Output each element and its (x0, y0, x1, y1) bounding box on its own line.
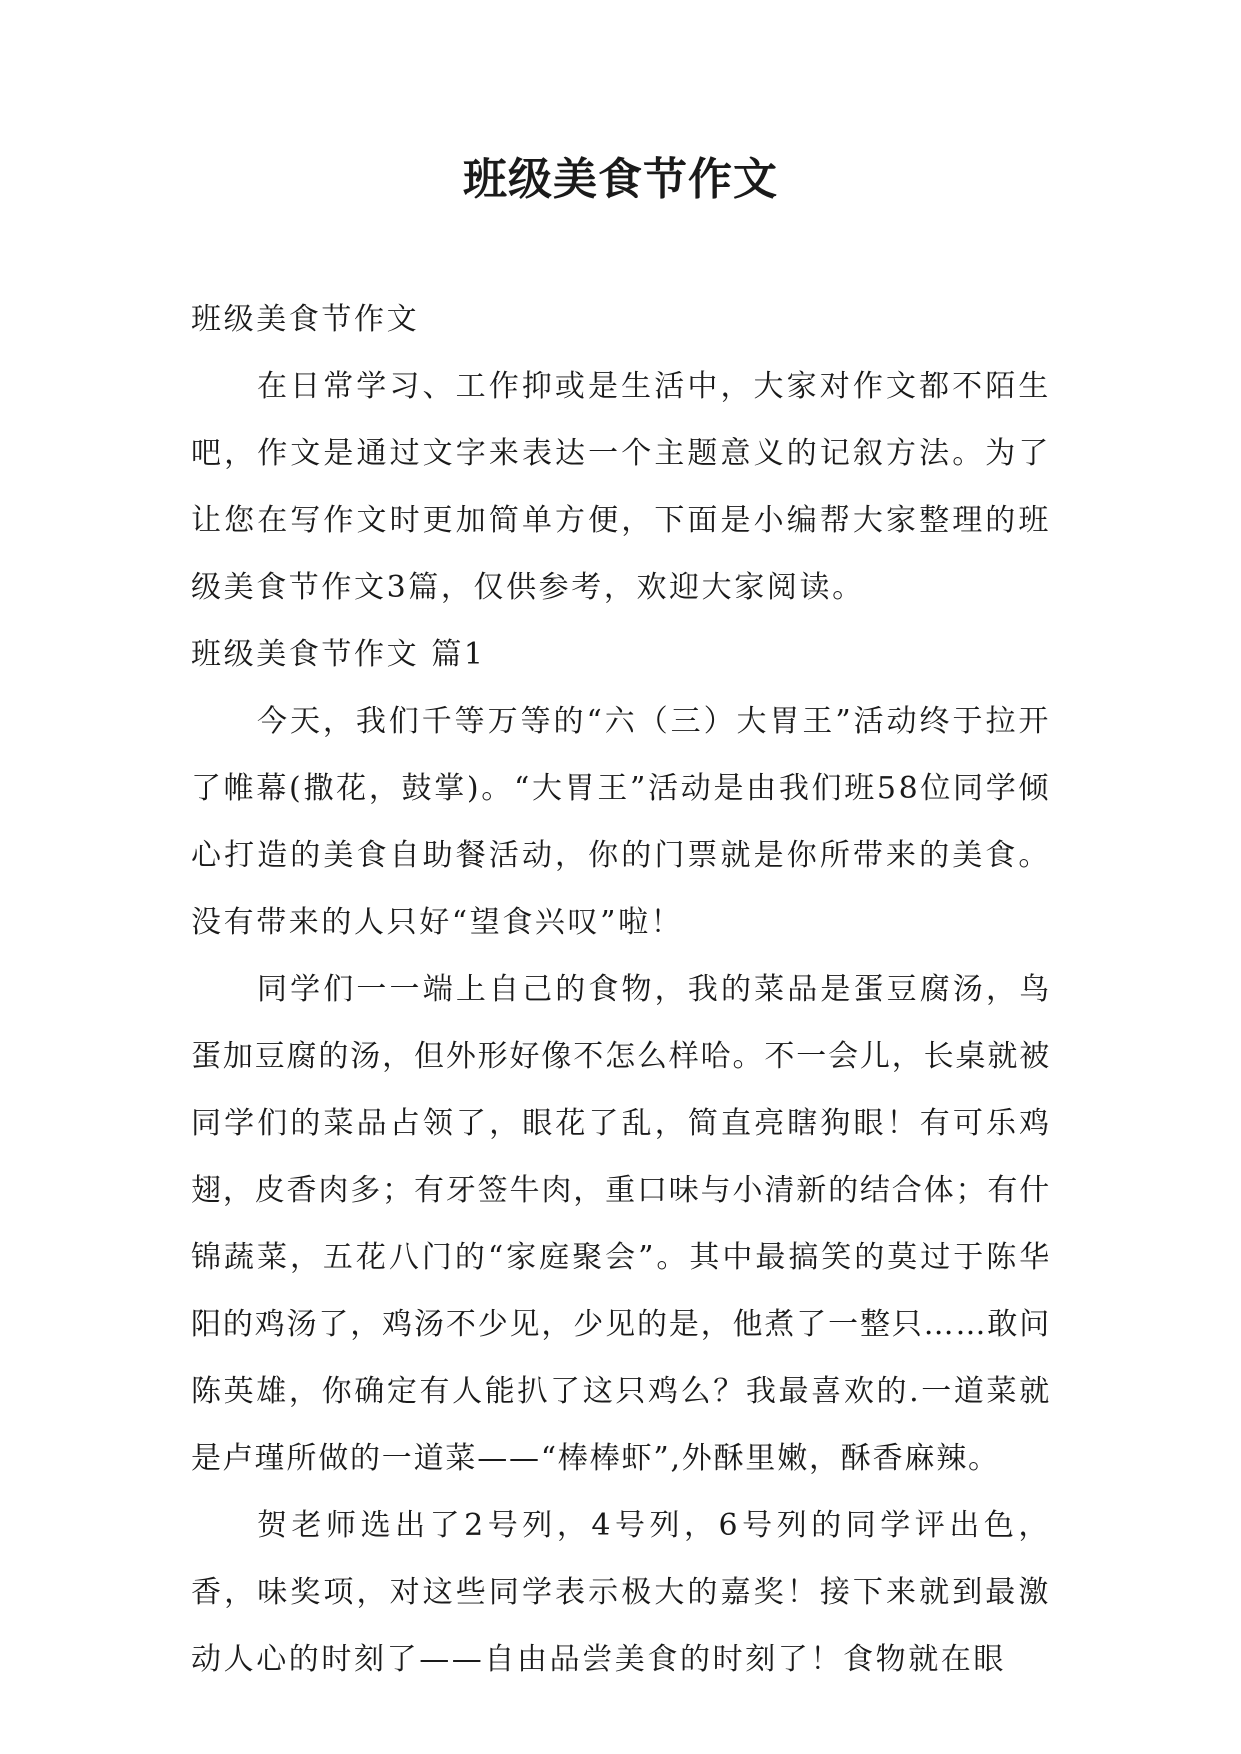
body-paragraph: 今天，我们千等万等的“六（三）大胃王”活动终于拉开了帷幕(撒花，鼓掌)。“大胃王”活动是由我们班58位同学倾心打造的美食自助餐活动，你的门票就是你所带来的美食。没有带来的人只好“望食兴叹”啦！ (191, 704, 1051, 940)
body-paragraph: 贺老师选出了2号列，4号列，6号列的同学评出色，香，味奖项，对这些同学表示极大的嘉奖！接下来就到最激动人心的时刻了——自由品尝美食的时刻了！食物就在眼 (191, 1508, 1051, 1677)
intro-paragraph: 在日常学习、工作抑或是生活中，大家对作文都不陌生吧，作文是通过文字来表达一个主题意义的记叙方法。为了让您在写作文时更加简单方便，下面是小编帮大家整理的班级美食节作文3篇，仅供参考，欢迎大家阅读。 (191, 369, 1051, 605)
section-heading: 班级美食节作文 篇1 (191, 637, 486, 672)
section-heading: 班级美食节作文 (191, 302, 420, 337)
body-paragraph: 同学们一一端上自己的食物，我的菜品是蛋豆腐汤，鸟蛋加豆腐的汤，但外形好像不怎么样哈。不一会儿，长桌就被同学们的菜品占领了，眼花了乱，简直亮瞎狗眼！有可乐鸡翅，皮香肉多；有牙签牛肉，重口味与小清新的结合体；有什锦蔬菜，五花八门的“家庭聚会”。其中最搞笑的莫过于陈华阳的鸡汤了，鸡汤不少见，少见的是，他煮了一整只……敢问陈英雄，你确定有人能扒了这只鸡么？我最喜欢的.一道菜就是卢瑾所做的一道菜——“棒棒虾”,外酥里嫩，酥香麻辣。 (191, 972, 1051, 1476)
document-title: 班级美食节作文 (463, 154, 778, 205)
document-body (191, 286, 1051, 1693)
